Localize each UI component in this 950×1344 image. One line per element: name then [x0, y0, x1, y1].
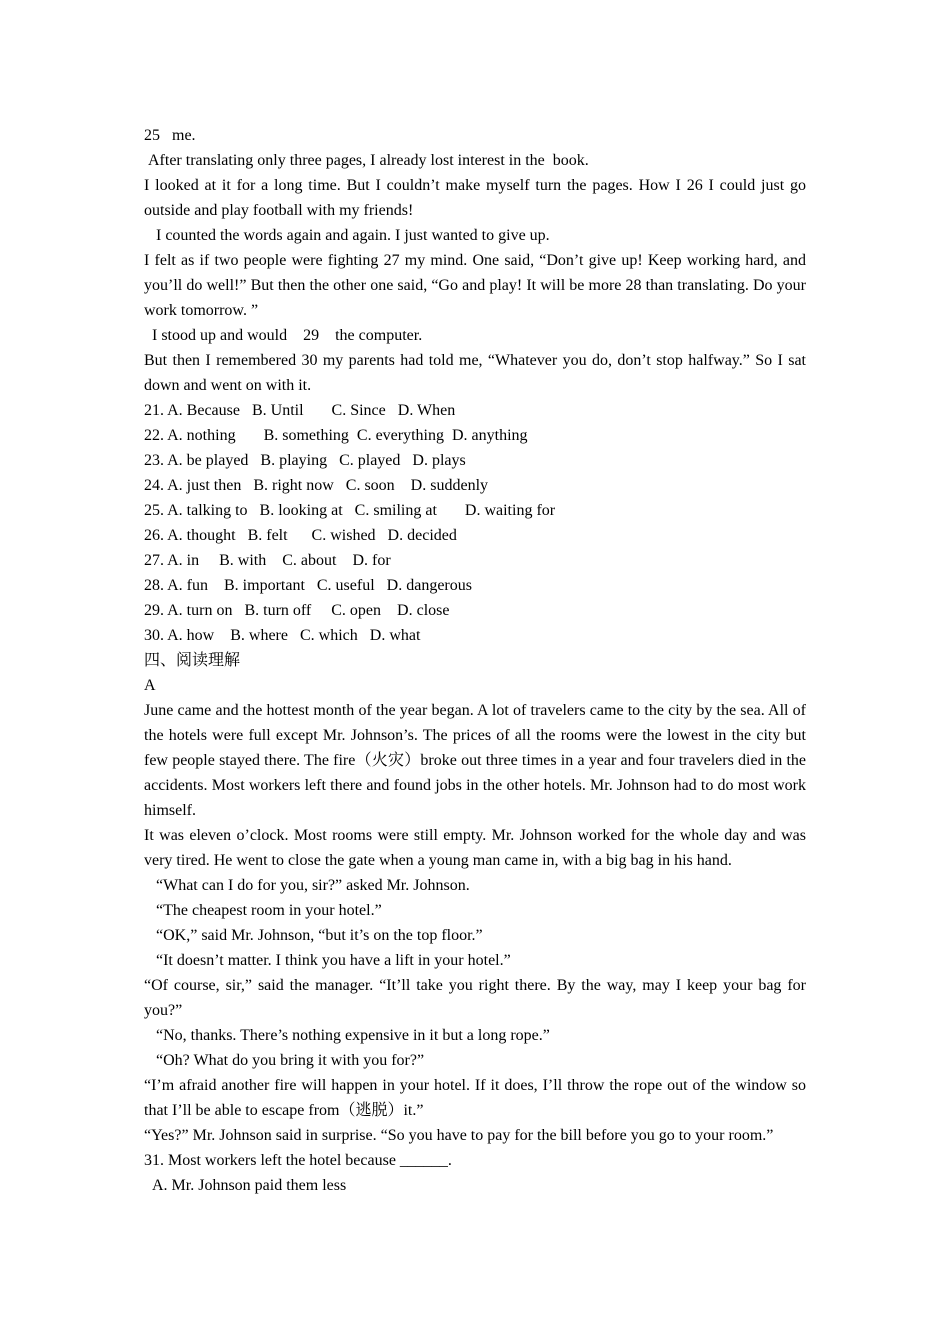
passage-line: “It doesn’t matter. I think you have a lift in your hotel.” [144, 952, 511, 969]
passage-line: 25 me. [144, 127, 196, 144]
passage-line: After translating only three pages, I already lost interest in the book. [144, 152, 589, 169]
option-row: 27. A. in B. with C. about D. for [144, 552, 391, 569]
passage-line: I counted the words again and again. I just wanted to give up. [144, 227, 550, 244]
passage-paragraph: But then I remembered 30 my parents had told me, “Whatever you do, don’t stop halfway.” So I sat down and went on with it. [144, 352, 806, 394]
option-row: 23. A. be played B. playing C. played D. plays [144, 452, 466, 469]
passage-line: “The cheapest room in your hotel.” [144, 902, 382, 919]
passage-paragraph: “Yes?” Mr. Johnson said in surprise. “So you have to pay for the bill before you go to your room.” [144, 1127, 774, 1144]
passage-paragraph: “I’m afraid another fire will happen in your hotel. If it does, I’ll throw the rope out of the window so that I’ll be able to escape from（逃脱）it.” [144, 1077, 806, 1119]
option-row: 25. A. talking to B. looking at C. smiling at D. waiting for [144, 502, 556, 519]
passage-line: “What can I do for you, sir?” asked Mr. Johnson. [144, 877, 470, 894]
passage-paragraph: I felt as if two people were fighting 27 my mind. One said, “Don’t give up! Keep working hard, and you’ll do well!” But then the other one said, “Go and play! It will be more 28 than translating. Do your work tomorrow. ” [144, 252, 806, 319]
reading-passage [144, 698, 806, 1148]
passage-paragraph: June came and the hottest month of the year began. A lot of travelers came to the city by the sea. All of the hotels were full except Mr. Johnson’s. The prices of all the rooms were the lowest in the city but few people stayed there. The fire（火灾）broke out three times in a year and four travelers died in the accidents. Most workers left there and found jobs in the other hotels. Mr. Johnson had to do most work himself. [144, 702, 806, 819]
passage-paragraph: It was eleven o’clock. Most rooms were still empty. Mr. Johnson worked for the whole day and was very tired. He went to close the gate when a young man came in, with a big bag in his hand. [144, 827, 806, 869]
question-31 [144, 1148, 806, 1198]
option-row: 24. A. just then B. right now C. soon D. suddenly [144, 477, 489, 494]
question-option-a: A. Mr. Johnson paid them less [144, 1177, 347, 1194]
document-page [144, 123, 806, 1198]
question-stem: 31. Most workers left the hotel because ______. [144, 1152, 452, 1169]
option-row: 29. A. turn on B. turn off C. open D. close [144, 602, 450, 619]
passage-line: I stood up and would 29 the computer. [144, 327, 423, 344]
passage-paragraph: I looked at it for a long time. But I couldn’t make myself turn the pages. How I 26 I could just go outside and play football with my friends! [144, 177, 806, 219]
option-row: 21. A. Because B. Until C. Since D. When [144, 402, 456, 419]
option-row: 26. A. thought B. felt C. wished D. decided [144, 527, 457, 544]
option-row: 28. A. fun B. important C. useful D. dangerous [144, 577, 472, 594]
passage-label: A [144, 677, 156, 694]
passage-line: “No, thanks. There’s nothing expensive in it but a long rope.” [144, 1027, 550, 1044]
option-row: 30. A. how B. where C. which D. what [144, 627, 421, 644]
passage-paragraph: “Of course, sir,” said the manager. “It’ll take you right there. By the way, may I keep your bag for you?” [144, 977, 806, 1019]
cloze-passage [144, 123, 806, 398]
section-heading: 四、阅读理解 [144, 652, 241, 669]
option-row: 22. A. nothing B. something C. everything D. anything [144, 427, 528, 444]
passage-line: “OK,” said Mr. Johnson, “but it’s on the top floor.” [144, 927, 483, 944]
cloze-options [144, 398, 806, 648]
passage-line: “Oh? What do you bring it with you for?” [144, 1052, 425, 1069]
